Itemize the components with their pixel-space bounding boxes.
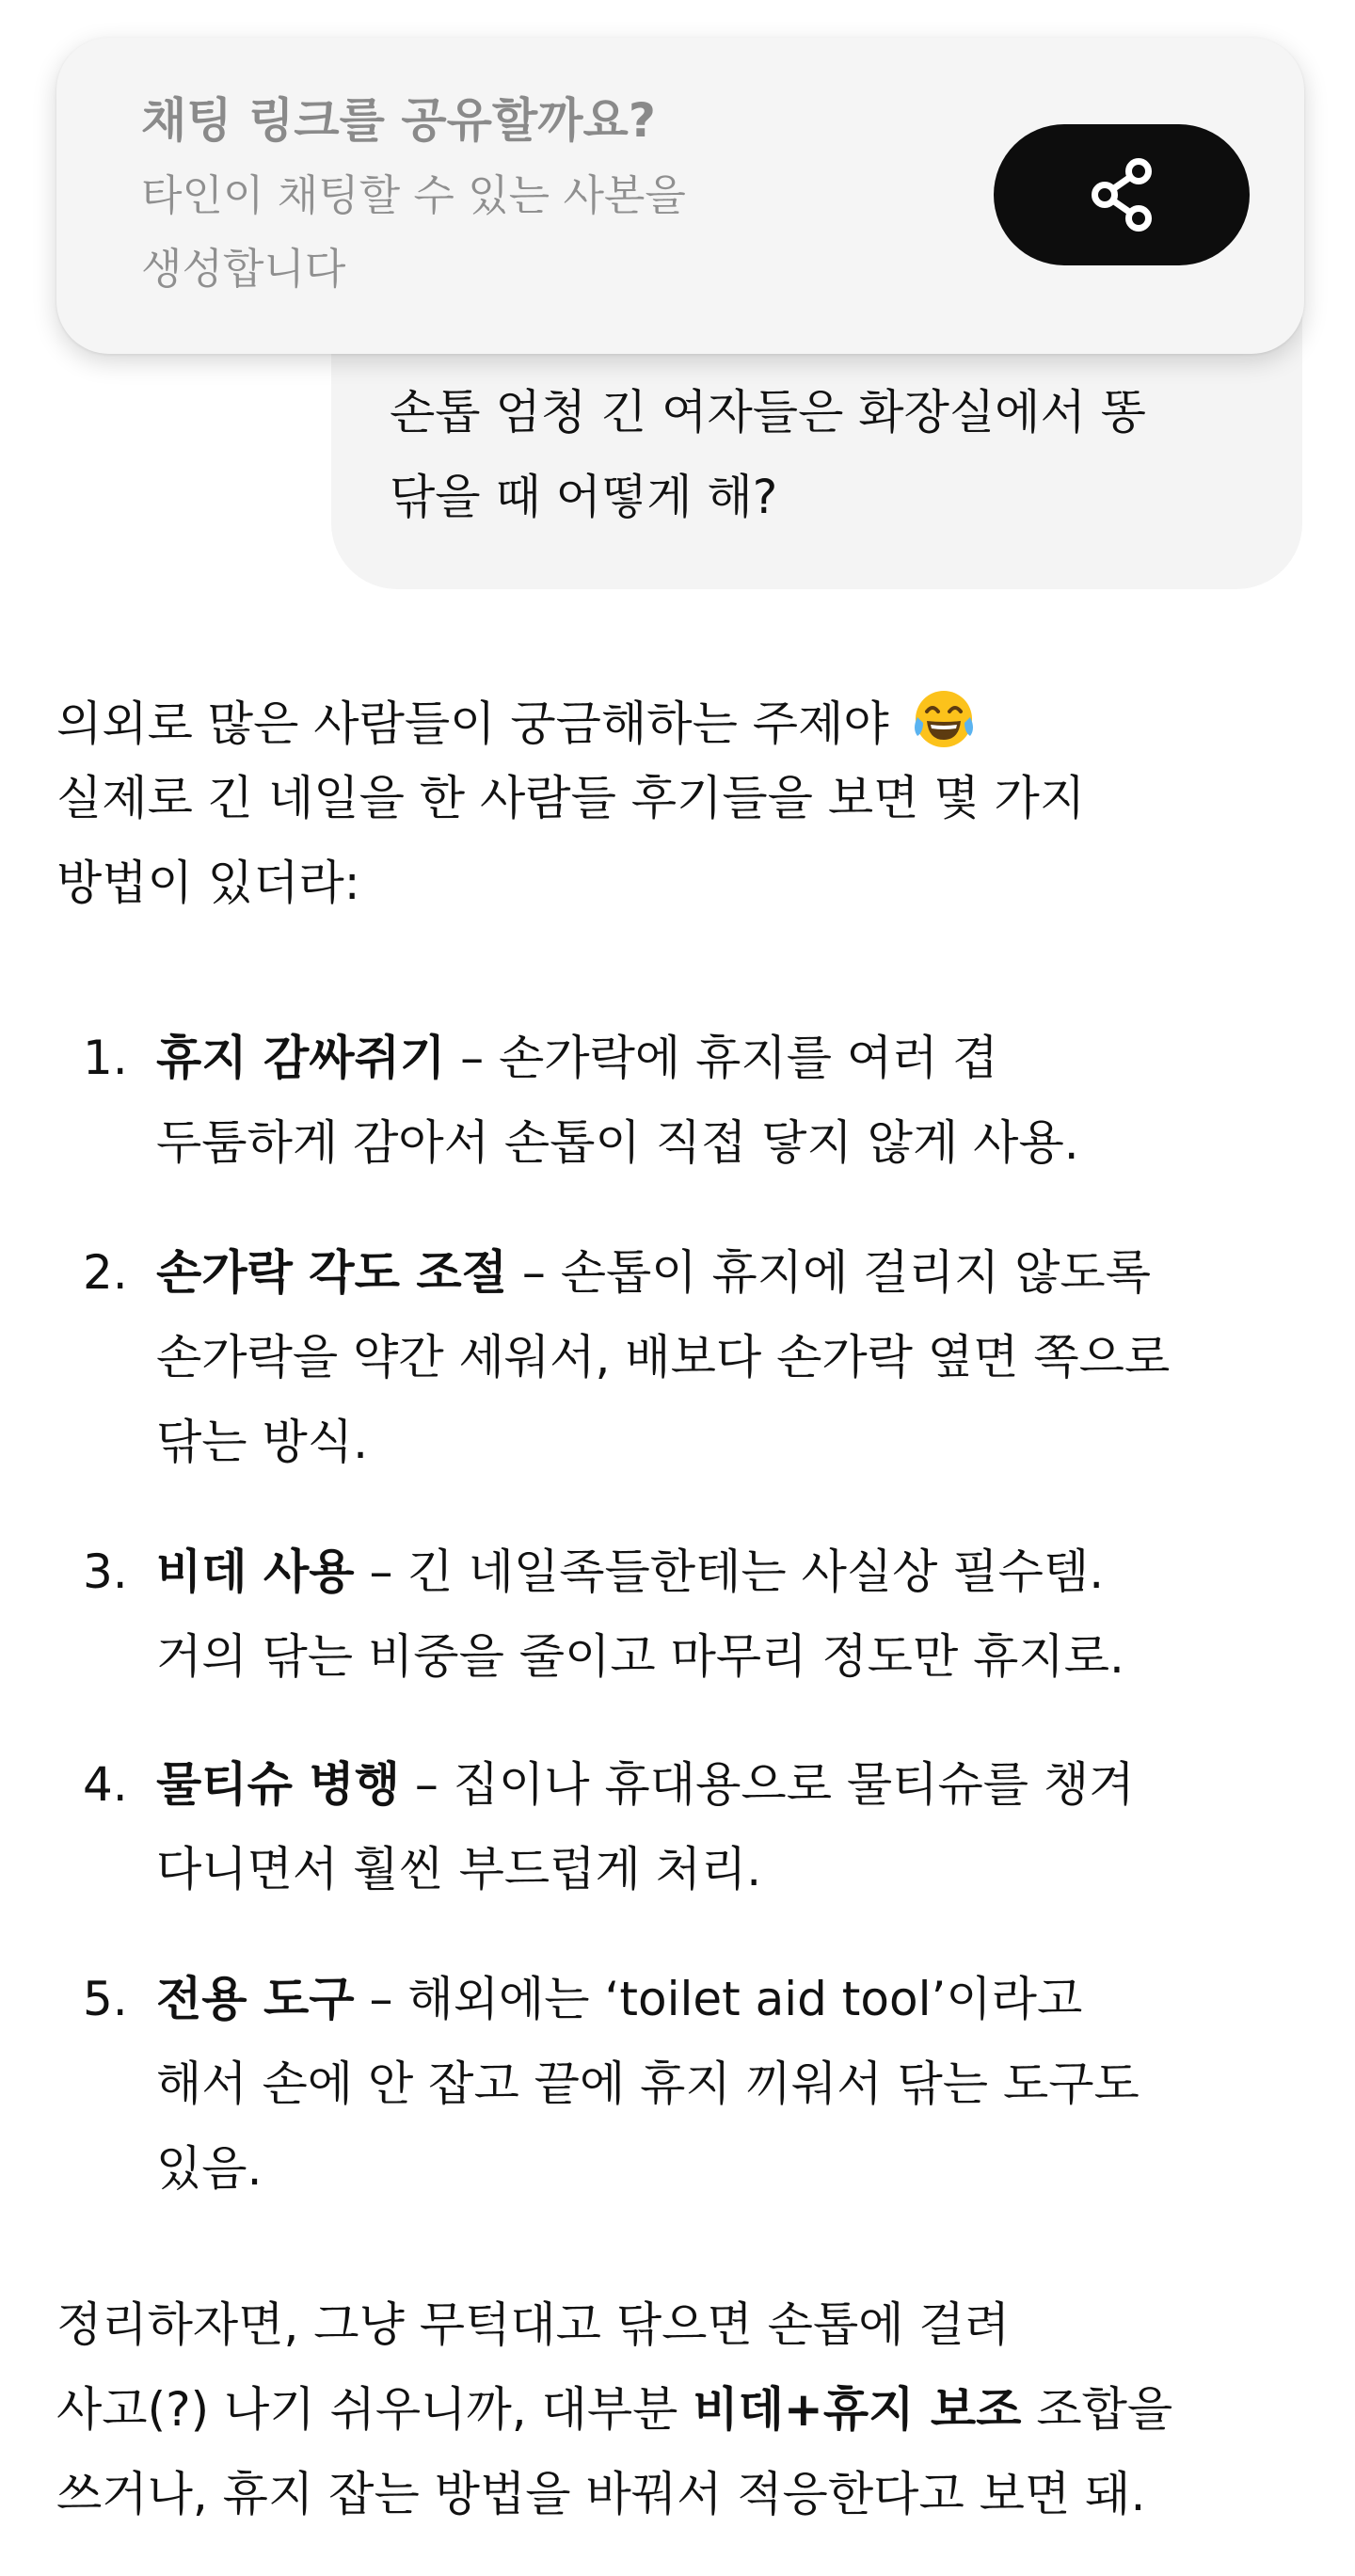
share-card-subtitle: 타인이 채팅할 수 있는 사본을 [141, 170, 686, 220]
list-item-number: 5. [83, 1972, 128, 2026]
share-chat-card [56, 38, 1304, 354]
share-button[interactable] [994, 124, 1250, 265]
response-intro-line: 실제로 긴 네일을 한 사람들 후기들을 보면 몇 가지 [56, 771, 1086, 825]
share-card-title: 채팅 링크를 공유할까요? [141, 93, 656, 148]
list-item-line: 해서 손에 안 잡고 끝에 휴지 끼워서 닦는 도구도 [156, 2056, 1140, 2111]
list-item-line: 손가락을 약간 세워서, 배보다 손가락 옆면 쪽으로 [156, 1330, 1171, 1384]
user-message-line: 닦을 때 어떻게 해? [390, 470, 778, 524]
list-item-line: 휴지 감싸쥐기 – 손가락에 휴지를 여러 겹 [156, 1031, 998, 1085]
list-item-line: 두툼하게 감아서 손톱이 직접 닿지 않게 사용. [156, 1115, 1079, 1170]
response-summary-line: 정리하자면, 그냥 무턱대고 닦으면 손톱에 걸려 [56, 2297, 1011, 2352]
list-item-line: 닦는 방식. [156, 1415, 368, 1469]
list-item-number: 4. [83, 1757, 128, 1812]
list-item-title: 휴지 감싸쥐기 [156, 1031, 446, 1085]
summary-emphasis: 비데+휴지 보조 [693, 2382, 1022, 2437]
share-icon [1088, 158, 1156, 232]
response-intro-text: 의외로 많은 사람들이 궁금해하는 주제야 [56, 696, 889, 751]
response-summary-line: 쓰거나, 휴지 잡는 방법을 바꿔서 적응한다고 보면 돼. [56, 2467, 1146, 2521]
list-item-title: 비데 사용 [156, 1544, 355, 1599]
list-item-title: 손가락 각도 조절 [156, 1245, 507, 1300]
list-item-line: 물티슈 병행 – 집이나 휴대용으로 물티슈를 챙겨 [156, 1757, 1135, 1812]
list-item-line: 비데 사용 – 긴 네일족들한테는 사실상 필수템. [156, 1544, 1105, 1599]
user-message-line: 손톱 엄청 긴 여자들은 화장실에서 똥 [390, 385, 1146, 440]
response-summary-line: 사고(?) 나기 쉬우니까, 대부분 비데+휴지 보조 조합을 [56, 2382, 1173, 2437]
share-card-subtitle: 생성합니다 [141, 244, 346, 294]
list-item-number: 2. [83, 1245, 128, 1300]
list-item-line: 전용 도구 – 해외에는 ‘toilet aid tool’이라고 [156, 1972, 1083, 2026]
face-with-tears-of-joy-icon [910, 685, 978, 753]
list-item-number: 3. [83, 1544, 128, 1599]
list-item-line: 거의 닦는 비중을 줄이고 마무리 정도만 휴지로. [156, 1629, 1124, 1684]
response-intro-line: 방법이 있더라: [56, 856, 360, 910]
list-item-title: 전용 도구 [156, 1972, 355, 2026]
list-item-title: 물티슈 병행 [156, 1757, 400, 1812]
response-intro-line [56, 685, 978, 753]
list-item-number: 1. [83, 1031, 128, 1085]
list-item-line: 있음. [156, 2141, 263, 2196]
list-item-line: 손가락 각도 조절 – 손톱이 휴지에 걸리지 않도록 [156, 1245, 1151, 1300]
list-item-line: 다니면서 훨씬 부드럽게 처리. [156, 1842, 762, 1896]
